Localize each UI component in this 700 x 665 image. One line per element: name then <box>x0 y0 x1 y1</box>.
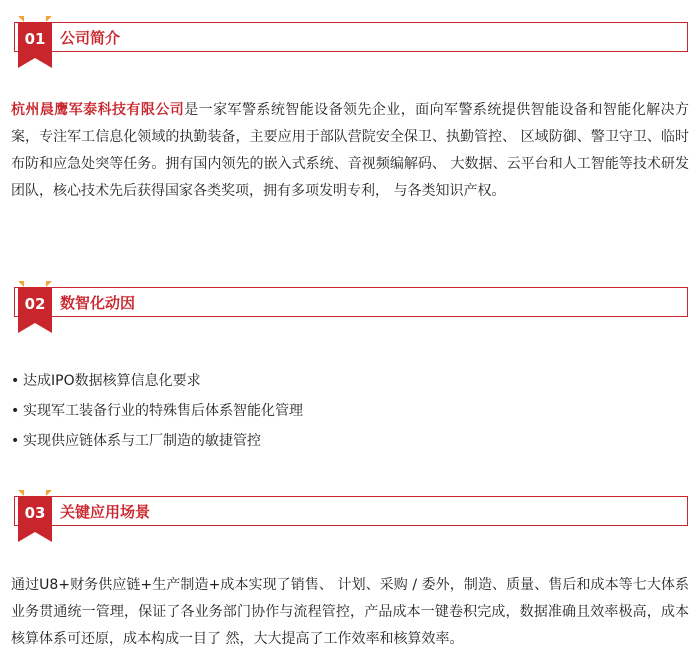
section-header-03 <box>14 490 688 526</box>
section-number: 03 <box>24 504 46 522</box>
section-badge <box>18 490 52 542</box>
section-badge <box>18 16 52 68</box>
list-item: • 实现供应链体系与工厂制造的敏捷管控 <box>11 433 261 449</box>
section-badge <box>18 281 52 333</box>
section-title: 数智化动因 <box>60 294 136 312</box>
company-intro-paragraph <box>11 97 689 205</box>
section-header-02 <box>14 281 688 317</box>
list-item: • 实现军工装备行业的特殊售后体系智能化管理 <box>11 403 303 419</box>
section-title: 公司简介 <box>60 29 121 47</box>
section-header-01 <box>14 16 688 52</box>
drivers-list <box>11 366 689 456</box>
list-item: • 达成IPO数据核算信息化要求 <box>11 373 201 389</box>
section-number: 02 <box>24 295 46 313</box>
scenario-paragraph: 通过U8+财务供应链+生产制造+成本实现了销售、 计划、采购 / 委外，制造、质量、售后和成本等七大体系业务贯通统一管理，保证了各业务部门协作与流程管控，产品成本一键卷积完成，数据准确且效率极高，成本核算体系可还原，成本构成一目了 然，大大提高了工作效率和核算效率。 <box>11 577 689 647</box>
section-title: 关键应用场景 <box>60 503 151 521</box>
company-name: 杭州晨鹰军泰科技有限公司 <box>11 102 185 118</box>
section-number: 01 <box>24 30 46 48</box>
intro-text: 是一家军警系统智能设备领先企业，面向军警系统提供智能设备和智能化解决方案，专注军工信息化领域的执勤装备，主要应用于部队营院安全保卫、执勤管控、 区域防御、警卫守卫、临时布防和应急处突等任务。拥有国内领先的嵌入式系统、音视频编解码、 大数据、云平台和人工智能等技术研发团队，核心技术先后获得国家各类奖项，拥有多项发明专利， 与各类知识产权。 <box>11 102 689 199</box>
